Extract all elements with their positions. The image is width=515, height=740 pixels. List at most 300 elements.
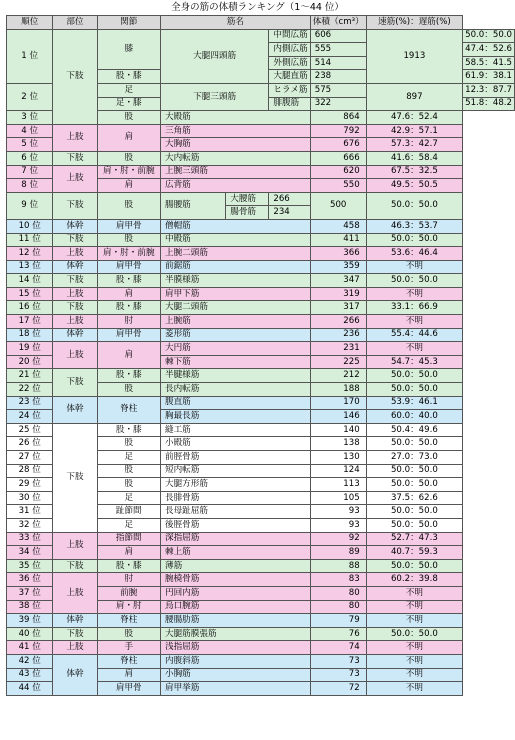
muscle-cell: 内腹斜筋 (160, 654, 310, 668)
volume-total-cell: 1913 (366, 29, 462, 83)
muscle-cell: 大殿筋 (160, 111, 310, 125)
rank-cell: 37 位 (7, 586, 53, 600)
muscle-cell: 大腿二頭筋 (160, 301, 310, 315)
table-row (7, 573, 515, 587)
muscle-cell: 大円筋 (160, 342, 310, 356)
ratio-cell: 不明 (366, 682, 462, 696)
ratio-cell: 53.9：46.1 (366, 396, 462, 410)
ratio-cell: 不明 (366, 260, 462, 274)
volume-cell: 666 (310, 151, 366, 165)
muscle-cell: 上腕筋 (160, 315, 310, 329)
muscle-cell: 半腱様筋 (160, 369, 310, 383)
table-row (7, 151, 515, 165)
joint-cell: 肩 (97, 668, 160, 682)
volume-cell: 500 (310, 192, 366, 219)
ratio-cell: 50.0：50.0 (366, 233, 462, 247)
joint-cell: 足・膝 (97, 97, 160, 111)
muscle-cell: 長母趾屈筋 (160, 505, 310, 519)
muscle-cell: 肩甲挙筋 (160, 682, 310, 696)
ratio-cell: 50.0：50.0 (366, 369, 462, 383)
table-row (7, 559, 515, 573)
ratio-cell: 27.0：73.0 (366, 451, 462, 465)
rank-cell: 4 位 (7, 124, 53, 138)
joint-cell: 前腕 (97, 586, 160, 600)
volume-cell: 792 (310, 124, 366, 138)
ratio-cell: 不明 (366, 654, 462, 668)
ratio-cell: 49.5：50.5 (366, 179, 462, 193)
joint-cell: 股・膝 (97, 423, 160, 437)
ratio-cell: 57.3：42.7 (366, 138, 462, 152)
volume-cell: 458 (310, 219, 366, 233)
rank-cell: 23 位 (7, 396, 53, 410)
ratio-cell: 60.2：39.8 (366, 573, 462, 587)
joint-cell: 肩 (97, 287, 160, 301)
joint-cell: 肩・肘・前腕 (97, 247, 160, 261)
joint-cell: 肩 (97, 179, 160, 193)
table-row (7, 342, 515, 356)
header-rank: 順位 (7, 16, 53, 30)
volume-cell: 80 (310, 600, 366, 614)
muscle-cell: 大胸筋 (160, 138, 310, 152)
volume-cell: 93 (310, 505, 366, 519)
joint-cell: 趾節間 (97, 505, 160, 519)
sub-muscle-cell: 中間広筋 (269, 29, 310, 43)
muscle-cell: 棘上筋 (160, 546, 310, 560)
header-joint: 関節 (97, 16, 160, 30)
volume-cell: 138 (310, 437, 366, 451)
ratio-cell: 不明 (366, 342, 462, 356)
rank-cell: 26 位 (7, 437, 53, 451)
joint-cell: 脊柱 (97, 614, 160, 628)
rank-cell: 15 位 (7, 287, 53, 301)
table-row (7, 274, 515, 288)
rank-cell: 21 位 (7, 369, 53, 383)
part-cell: 体幹 (53, 328, 97, 342)
muscle-cell: 円回内筋 (160, 586, 310, 600)
header-part: 部位 (53, 16, 97, 30)
volume-cell: 130 (310, 451, 366, 465)
part-cell: 下肢 (53, 192, 97, 219)
joint-cell: 肩甲骨 (97, 260, 160, 274)
volume-cell: 124 (310, 464, 366, 478)
joint-cell: 肩・肘 (97, 600, 160, 614)
volume-cell: 83 (310, 573, 366, 587)
table-row (7, 301, 515, 315)
rank-cell: 38 位 (7, 600, 53, 614)
ranking-table-wrapper (6, 15, 515, 696)
volume-cell: 266 (310, 315, 366, 329)
muscle-group-cell: 腸腰筋 (160, 192, 225, 219)
ratio-cell: 50.0：50.0 (366, 505, 462, 519)
joint-cell: 肩甲骨 (97, 219, 160, 233)
rank-cell: 36 位 (7, 573, 53, 587)
ratio-cell: 不明 (366, 586, 462, 600)
ratio-cell: 67.5：32.5 (366, 165, 462, 179)
muscle-cell: 長腓骨筋 (160, 491, 310, 505)
joint-cell: 股・膝 (97, 301, 160, 315)
volume-cell: 319 (310, 287, 366, 301)
ratio-cell: 50.4：49.6 (366, 423, 462, 437)
sub-volume-cell: 234 (269, 206, 310, 220)
rank-cell: 31 位 (7, 505, 53, 519)
part-cell: 下肢 (53, 274, 97, 288)
volume-total-cell: 897 (366, 83, 462, 110)
part-cell: 体幹 (53, 219, 97, 233)
rank-cell: 19 位 (7, 342, 53, 356)
table-title: 全身の筋の体積ランキング（1〜44 位） (171, 2, 344, 13)
muscle-cell: 広背筋 (160, 179, 310, 193)
rank-cell: 29 位 (7, 478, 53, 492)
sub-volume-cell: 575 (310, 83, 366, 97)
part-cell: 下肢 (53, 627, 97, 641)
joint-cell: 手 (97, 641, 160, 655)
volume-cell: 347 (310, 274, 366, 288)
joint-cell: 脊柱 (97, 654, 160, 668)
table-row (7, 654, 515, 668)
table-row (7, 219, 515, 233)
joint-cell: 肩 (97, 342, 160, 369)
muscle-cell: 小胸筋 (160, 668, 310, 682)
ratio-cell: 50.0：50.0 (366, 274, 462, 288)
joint-cell: 肩・肘・前腕 (97, 165, 160, 179)
rank-cell: 22 位 (7, 383, 53, 397)
volume-cell: 188 (310, 383, 366, 397)
rank-cell: 33 位 (7, 532, 53, 546)
muscle-cell: 深指屈筋 (160, 532, 310, 546)
volume-cell: 236 (310, 328, 366, 342)
rank-cell: 44 位 (7, 682, 53, 696)
table-row (7, 233, 515, 247)
muscle-cell: 腰腸肋筋 (160, 614, 310, 628)
joint-cell: 股 (97, 627, 160, 641)
joint-cell: 足 (97, 518, 160, 532)
volume-cell: 146 (310, 410, 366, 424)
volume-cell: 620 (310, 165, 366, 179)
muscle-cell: 烏口腕筋 (160, 600, 310, 614)
ranking-table (6, 15, 515, 696)
volume-cell: 76 (310, 627, 366, 641)
rank-cell: 25 位 (7, 423, 53, 437)
rank-cell: 1 位 (7, 29, 53, 83)
rank-cell: 13 位 (7, 260, 53, 274)
rank-cell: 5 位 (7, 138, 53, 152)
rank-cell: 40 位 (7, 627, 53, 641)
muscle-cell: 半膜様筋 (160, 274, 310, 288)
ratio-cell: 40.7：59.3 (366, 546, 462, 560)
part-cell: 上肢 (53, 247, 97, 261)
ratio-cell: 33.1：66.9 (366, 301, 462, 315)
ratio-cell: 不明 (366, 600, 462, 614)
sub-muscle-cell: 大腿直筋 (269, 70, 310, 84)
rank-cell: 16 位 (7, 301, 53, 315)
ratio-cell: 53.6：46.4 (366, 247, 462, 261)
table-row (7, 165, 515, 179)
sub-muscle-cell: ヒラメ筋 (269, 83, 310, 97)
header-volume: 体積（cm³） (310, 16, 366, 30)
volume-cell: 89 (310, 546, 366, 560)
ratio-cell: 50.0：50.0 (366, 559, 462, 573)
part-cell: 上肢 (53, 165, 97, 192)
table-row (7, 328, 515, 342)
muscle-cell: 僧帽筋 (160, 219, 310, 233)
table-row (7, 396, 515, 410)
table-row (7, 532, 515, 546)
sub-volume-cell: 514 (310, 56, 366, 70)
ratio-cell: 50.0：50.0 (366, 437, 462, 451)
volume-cell: 317 (310, 301, 366, 315)
table-row (7, 614, 515, 628)
ratio-cell: 50.0：50.0 (366, 627, 462, 641)
ratio-cell: 不明 (366, 668, 462, 682)
ratio-cell: 50.0：50.0 (366, 464, 462, 478)
part-cell: 体幹 (53, 260, 97, 274)
muscle-cell: 菱形筋 (160, 328, 310, 342)
ratio-cell: 50.0：50.0 (366, 192, 462, 219)
table-row (7, 627, 515, 641)
rank-cell: 32 位 (7, 518, 53, 532)
rank-cell: 6 位 (7, 151, 53, 165)
joint-cell: 肘 (97, 315, 160, 329)
muscle-group-cell: 下腿三頭筋 (160, 83, 268, 110)
muscle-cell: 大腿筋膜張筋 (160, 627, 310, 641)
muscle-cell: 大腿方形筋 (160, 478, 310, 492)
ratio-cell: 50.0：50.0 (366, 478, 462, 492)
muscle-cell: 前脛骨筋 (160, 451, 310, 465)
volume-cell: 93 (310, 518, 366, 532)
ratio-cell: 60.0：40.0 (366, 410, 462, 424)
volume-cell: 105 (310, 491, 366, 505)
muscle-cell: 小殿筋 (160, 437, 310, 451)
muscle-cell: 縫工筋 (160, 423, 310, 437)
sub-volume-cell: 555 (310, 43, 366, 57)
sub-volume-cell: 266 (269, 192, 310, 206)
part-cell: 上肢 (53, 573, 97, 614)
volume-cell: 411 (310, 233, 366, 247)
joint-cell: 股・膝 (97, 70, 160, 84)
ranking-table-body (7, 16, 515, 696)
sub-volume-cell: 238 (310, 70, 366, 84)
joint-cell: 股 (97, 111, 160, 125)
joint-cell: 股 (97, 464, 160, 478)
volume-cell: 73 (310, 654, 366, 668)
ratio-cell: 41.6：58.4 (366, 151, 462, 165)
muscle-cell: 長内転筋 (160, 383, 310, 397)
ratio-cell: 50.0：50.0 (463, 29, 515, 43)
table-row (7, 641, 515, 655)
part-cell: 下肢 (53, 151, 97, 165)
joint-cell: 股・膝 (97, 274, 160, 288)
volume-cell: 113 (310, 478, 366, 492)
ratio-cell: 50.0：50.0 (366, 518, 462, 532)
joint-cell: 股 (97, 233, 160, 247)
ratio-cell: 47.4：52.6 (463, 43, 515, 57)
volume-cell: 170 (310, 396, 366, 410)
table-row (7, 287, 515, 301)
muscle-cell: 大内転筋 (160, 151, 310, 165)
rank-cell: 10 位 (7, 219, 53, 233)
sub-volume-cell: 322 (310, 97, 366, 111)
muscle-cell: 短内転筋 (160, 464, 310, 478)
rank-cell: 39 位 (7, 614, 53, 628)
rank-cell: 35 位 (7, 559, 53, 573)
part-cell: 下肢 (53, 29, 97, 124)
rank-cell: 8 位 (7, 179, 53, 193)
ratio-cell: 50.0：50.0 (366, 383, 462, 397)
volume-cell: 225 (310, 355, 366, 369)
table-row (7, 369, 515, 383)
rank-cell: 9 位 (7, 192, 53, 219)
muscle-cell: 中殿筋 (160, 233, 310, 247)
volume-cell: 550 (310, 179, 366, 193)
part-cell: 下肢 (53, 559, 97, 573)
table-row (7, 260, 515, 274)
rank-cell: 12 位 (7, 247, 53, 261)
muscle-cell: 前鋸筋 (160, 260, 310, 274)
ratio-cell: 12.3：87.7 (463, 83, 515, 97)
muscle-cell: 肩甲下筋 (160, 287, 310, 301)
rank-cell: 18 位 (7, 328, 53, 342)
header-muscle: 筋名 (160, 16, 310, 30)
rank-cell: 42 位 (7, 654, 53, 668)
joint-cell: 股 (97, 383, 160, 397)
ratio-cell: 61.9：38.1 (463, 70, 515, 84)
volume-cell: 74 (310, 641, 366, 655)
part-cell: 上肢 (53, 287, 97, 301)
part-cell: 体幹 (53, 654, 97, 695)
joint-cell: 肘 (97, 573, 160, 587)
muscle-cell: 上腕二頭筋 (160, 247, 310, 261)
joint-cell: 足 (97, 451, 160, 465)
volume-cell: 92 (310, 532, 366, 546)
part-cell: 体幹 (53, 396, 97, 423)
part-cell: 下肢 (53, 301, 97, 315)
part-cell: 上肢 (53, 124, 97, 151)
ratio-cell: 不明 (366, 287, 462, 301)
rank-cell: 30 位 (7, 491, 53, 505)
part-cell: 下肢 (53, 423, 97, 532)
volume-cell: 231 (310, 342, 366, 356)
rank-cell: 2 位 (7, 83, 53, 110)
ratio-cell: 52.7：47.3 (366, 532, 462, 546)
part-cell: 上肢 (53, 532, 97, 559)
joint-cell: 指節間 (97, 532, 160, 546)
volume-cell: 212 (310, 369, 366, 383)
ratio-cell: 不明 (366, 614, 462, 628)
joint-cell: 股 (97, 151, 160, 165)
muscle-cell: 上腕三頭筋 (160, 165, 310, 179)
volume-cell: 79 (310, 614, 366, 628)
rank-cell: 43 位 (7, 668, 53, 682)
joint-cell: 肩 (97, 546, 160, 560)
part-cell: 体幹 (53, 614, 97, 628)
rank-cell: 20 位 (7, 355, 53, 369)
ratio-cell: 不明 (366, 315, 462, 329)
header-row (7, 16, 515, 30)
table-row (7, 124, 515, 138)
joint-cell: 股 (97, 192, 160, 219)
part-cell: 下肢 (53, 233, 97, 247)
sub-muscle-cell: 腸骨筋 (226, 206, 269, 220)
muscle-cell: 棘下筋 (160, 355, 310, 369)
joint-cell: 足 (97, 83, 160, 97)
muscle-cell: 腕橈骨筋 (160, 573, 310, 587)
part-cell: 上肢 (53, 342, 97, 369)
joint-cell: 肩 (97, 124, 160, 151)
table-row (7, 315, 515, 329)
sub-muscle-cell: 外側広筋 (269, 56, 310, 70)
rank-cell: 41 位 (7, 641, 53, 655)
rank-cell: 34 位 (7, 546, 53, 560)
ratio-cell: 46.3：53.7 (366, 219, 462, 233)
ratio-cell: 47.6：52.4 (366, 111, 462, 125)
muscle-cell: 三角筋 (160, 124, 310, 138)
ratio-cell: 42.9：57.1 (366, 124, 462, 138)
joint-cell: 肩甲骨 (97, 328, 160, 342)
ratio-cell: 37.5：62.6 (366, 491, 462, 505)
header-ratio: 速筋(%)：遅筋(%) (366, 16, 462, 30)
rank-cell: 17 位 (7, 315, 53, 329)
sub-muscle-cell: 腓腹筋 (269, 97, 310, 111)
joint-cell: 股 (97, 478, 160, 492)
rank-cell: 27 位 (7, 451, 53, 465)
ratio-cell: 58.5：41.5 (463, 56, 515, 70)
muscle-cell: 胸最長筋 (160, 410, 310, 424)
joint-cell: 脊柱 (97, 396, 160, 423)
volume-cell: 73 (310, 668, 366, 682)
volume-cell: 72 (310, 682, 366, 696)
rank-cell: 3 位 (7, 111, 53, 125)
table-row (7, 29, 515, 43)
joint-cell: 膝 (97, 29, 160, 70)
sub-volume-cell: 606 (310, 29, 366, 43)
part-cell: 上肢 (53, 315, 97, 329)
volume-cell: 140 (310, 423, 366, 437)
muscle-cell: 浅指屈筋 (160, 641, 310, 655)
muscle-cell: 薄筋 (160, 559, 310, 573)
sub-muscle-cell: 大腰筋 (226, 192, 269, 206)
ratio-cell: 54.7：45.3 (366, 355, 462, 369)
joint-cell: 股 (97, 437, 160, 451)
table-row (7, 192, 515, 206)
joint-cell: 足 (97, 491, 160, 505)
ratio-cell: 不明 (366, 641, 462, 655)
table-row (7, 423, 515, 437)
rank-cell: 11 位 (7, 233, 53, 247)
volume-cell: 359 (310, 260, 366, 274)
rank-cell: 7 位 (7, 165, 53, 179)
muscle-cell: 腹直筋 (160, 396, 310, 410)
sub-muscle-cell: 内側広筋 (269, 43, 310, 57)
ratio-cell: 55.4：44.6 (366, 328, 462, 342)
volume-cell: 864 (310, 111, 366, 125)
part-cell: 上肢 (53, 641, 97, 655)
joint-cell: 股・膝 (97, 559, 160, 573)
volume-cell: 88 (310, 559, 366, 573)
part-cell: 下肢 (53, 369, 97, 396)
joint-cell: 股・膝 (97, 369, 160, 383)
rank-cell: 28 位 (7, 464, 53, 478)
volume-cell: 80 (310, 586, 366, 600)
volume-cell: 676 (310, 138, 366, 152)
table-row (7, 247, 515, 261)
muscle-cell: 後脛骨筋 (160, 518, 310, 532)
rank-cell: 24 位 (7, 410, 53, 424)
volume-cell: 366 (310, 247, 366, 261)
rank-cell: 14 位 (7, 274, 53, 288)
joint-cell: 肩甲骨 (97, 682, 160, 696)
muscle-group-cell: 大腿四頭筋 (160, 29, 268, 83)
ratio-cell: 51.8：48.2 (463, 97, 515, 111)
